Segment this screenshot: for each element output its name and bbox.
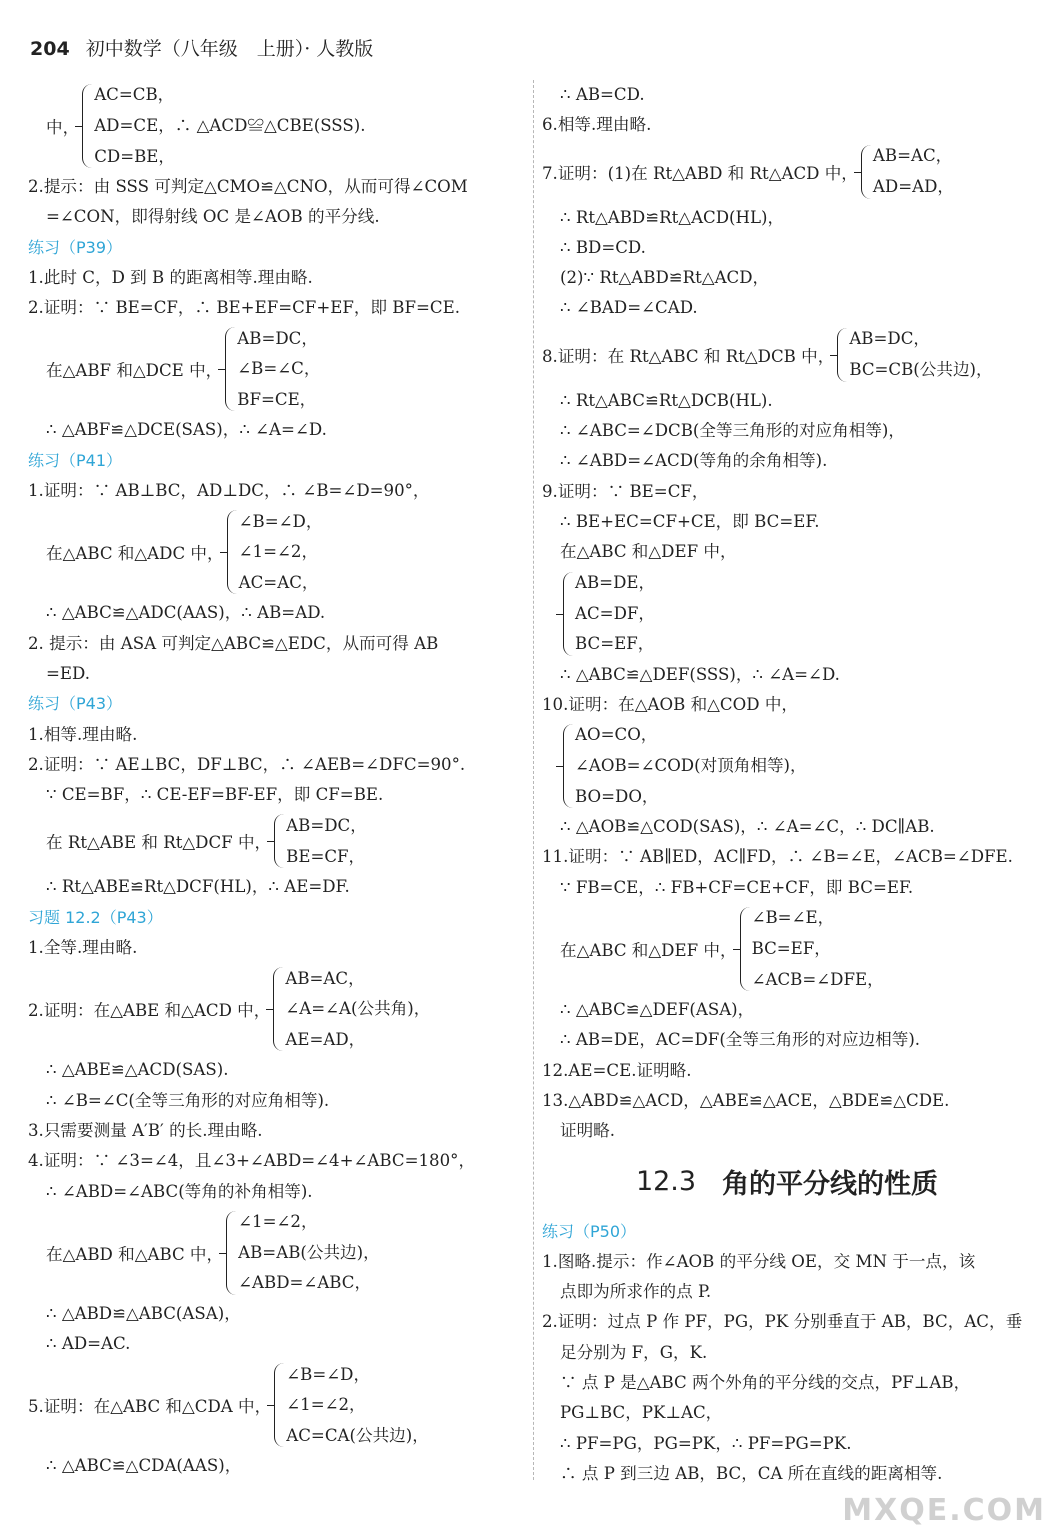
page-header [30,34,373,61]
text-line: ∵ FB=CE，∴ FB+CF=CE+CF，即 BC=EF. [560,877,914,897]
system-conditions [94,80,365,172]
system-conditions [575,568,655,660]
text-line: 9.证明：∵ BE=CF， [542,481,709,501]
condition: ∠1=∠2， [238,1212,318,1232]
condition: BO=DO， [575,786,659,806]
text-line: 1.相等.理由略. [28,724,138,744]
equation-system [542,568,1032,660]
condition: AC=AC， [238,573,319,593]
text-line: ∴ △ABC≌△CDA(AAS)， [46,1456,242,1476]
equation-system [542,141,1032,203]
condition: AB=AB(公共边)， [238,1242,380,1262]
equation-system [28,323,528,415]
text-line: 证明略. [560,1121,616,1141]
text-line: ∴ AB=DE，AC=DF(全等三角形的对应边相等). [560,1030,921,1050]
system-lead-text: 5.证明：在△ABC 和△CDA 中， [28,1397,272,1417]
text-line: PG⊥BC，PK⊥AC， [560,1403,723,1423]
text-line: ∴ △ABE≌△ACD(SAS). [46,1060,229,1080]
left-brace [740,907,750,991]
text-line: 1.此时 C，D 到 B 的距离相等.理由略. [28,267,313,287]
section-title-text: 角的平分线的性质 [722,1169,939,1201]
system-lead-text: 在△ABF 和△DCE 中， [46,361,223,381]
condition: ∠ABD=∠ABC， [238,1273,372,1293]
text-line: (2)∵ Rt△ABD≌Rt△ACD， [560,268,770,288]
text-line: 2.提示：由 SSS 可判定△CMO≌△CNO，从而可得∠COM [28,177,468,196]
system-lead-text: 在△ABC 和△ADC 中， [46,544,224,564]
equation-system [28,80,528,172]
condition: AC=DF， [575,603,655,623]
text-line: 2.证明：∵ BE=CF，∴ BE+EF=CF+EF，即 BF=CE. [28,298,461,318]
text-line: 2.证明：过点 P 作 PF，PG，PK 分别垂直于 AB，BC，AC，垂 [542,1312,1023,1332]
text-line: ∴ ∠BAD=∠CAD. [560,298,698,318]
text-line: 1.图略.提示：作∠AOB 的平分线 OE，交 MN 于一点，该 [542,1251,976,1271]
left-brace [225,327,235,411]
system-lead-text: 7.证明：(1)在 Rt△ABD 和 Rt△ACD 中， [542,163,858,183]
text-line: ∴ BD=CD. [560,237,646,257]
condition: ∠B=∠E， [751,908,835,928]
system-conditions [752,903,884,995]
condition: AC=CA(公共边)， [286,1426,429,1446]
section-heading: 练习（P39） [28,237,123,257]
left-brace [837,328,847,382]
system-conditions [237,323,320,415]
text-line: 2. 提示：由 ASA 可判定△ABC≌△EDC，从而可得 AB [28,633,439,653]
equation-system [28,963,528,1055]
left-column [28,80,528,1482]
condition: ∠A=∠A(公共角)， [285,999,431,1019]
condition: ∠1=∠2， [286,1395,366,1415]
text-line: ∵ CE=BF，∴ CE-EF=BF-EF，即 CF=BE. [46,785,384,805]
text-line: =∠CON，即得射线 OC 是∠AOB 的平分线. [46,207,380,227]
system-lead-text: 在 Rt△ABE 和 Rt△DCF 中， [46,833,272,853]
condition: BC=EF， [575,634,655,654]
system-conditions [286,810,367,872]
section-number: 12.3 [635,1166,697,1198]
condition: AD=CE，∴ △ACD≌△CBE(SSS). [94,115,366,135]
chapter-section-title [542,1147,1032,1217]
text-line: ∴ △ABF≌△DCE(SAS)，∴ ∠A=∠D. [46,420,327,440]
system-lead-text: 中， [46,118,80,137]
condition: AB=DC， [286,815,367,835]
text-line: 6.相等.理由略. [542,115,652,135]
condition: AB=AC， [872,146,953,166]
system-conditions [286,1359,429,1451]
text-line: 1.证明：∵ AB⊥BC，AD⊥DC，∴ ∠B=∠D=90°， [28,481,430,501]
condition: BF=CE， [237,390,317,410]
system-conditions [849,324,992,386]
text-line: 1.全等.理由略. [28,938,138,958]
text-line: 13.△ABD≌△ACD，△ABE≌△ACE，△BDE≌△CDE. [542,1090,950,1110]
equation-system [542,324,1032,386]
text-line: ∴ △ABC≌△DEF(ASA)， [560,1000,755,1020]
condition: ∠B=∠C， [237,359,321,379]
system-lead-text: 在△ABD 和△ABC 中， [46,1244,224,1264]
text-line: ∴ PF=PG，PG=PK，∴ PF=PG=PK. [560,1433,852,1453]
condition: BE=CF， [286,846,366,866]
text-line: 点即为所求作的点 P. [560,1282,712,1302]
equation-system [28,506,528,598]
text-line: ∴ ∠ABC=∠DCB(全等三角形的对应角相等)， [560,421,905,441]
system-conditions [575,720,807,812]
text-line: =ED. [46,663,91,683]
left-brace [563,572,573,656]
condition: AC=CB， [94,85,175,105]
condition: AB=DE， [575,572,656,592]
text-line: 10.证明：在△AOB 和△COD 中， [542,694,799,714]
condition: CD=BE， [94,146,175,166]
system-conditions [285,963,430,1055]
left-brace [227,510,237,594]
condition: ∠B=∠D， [238,511,323,531]
text-line: ∴ AB=CD. [560,85,645,104]
text-line: 12.AE=CE.证明略. [542,1060,692,1080]
text-line: ∴ △AOB≌△COD(SAS)，∴ ∠A=∠C，∴ DC∥AB. [560,817,935,837]
text-line: ∴ △ABC≌△ADC(AAS)，∴ AB=AD. [46,603,326,623]
left-brace [563,724,573,808]
system-conditions [873,141,954,203]
section-heading: 练习（P41） [28,450,123,470]
text-line: 足分别为 F，G，K. [560,1342,708,1362]
condition: AB=AC， [285,968,365,988]
system-conditions [239,506,323,598]
condition: AO=CO， [575,725,658,745]
equation-system [28,1207,528,1299]
system-lead-text: 8.证明：在 Rt△ABC 和 Rt△DCB 中， [542,346,835,366]
section-heading: 练习（P50） [542,1221,637,1241]
section-heading: 习题 12.2（P43） [28,907,163,927]
text-line: 4.证明：∵ ∠3=∠4，且∠3+∠ABD=∠4+∠ABC=180°， [28,1151,476,1171]
condition: AE=AD， [285,1029,366,1049]
column-divider [533,80,534,1480]
condition: ∠B=∠D， [286,1364,371,1384]
equation-system [28,1359,528,1451]
condition: AB=DC， [849,329,930,349]
text-line: ∴ ∠ABD=∠ABC(等角的补角相等). [46,1181,313,1201]
left-brace [82,84,92,168]
condition: AD=AD， [872,177,954,197]
page-number: 204 [30,38,70,60]
text-line: ∴ 点 P 到三边 AB，BC，CA 所在直线的距离相等. [560,1463,943,1483]
right-column [542,80,1032,1489]
section-heading: 练习（P43） [28,694,123,714]
book-title: 初中数学（八年级 上册）· 人教版 [85,38,374,60]
condition: ∠ACB=∠DFE， [751,969,884,989]
condition: ∠AOB=∠COD(对顶角相等)， [575,756,807,776]
text-line: ∴ △ABC≌△DEF(SSS)，∴ ∠A=∠D. [560,664,840,684]
text-line: ∵ 点 P 是△ABC 两个外角的平分线的交点，PF⊥AB， [560,1373,971,1393]
equation-system [542,903,1032,995]
left-brace [226,1211,236,1295]
text-line: ∴ ∠B=∠C(全等三角形的对应角相等). [46,1090,330,1110]
left-brace [274,814,284,868]
equation-system [28,810,528,872]
left-brace [861,145,871,199]
system-conditions [238,1207,380,1299]
text-line: ∴ ∠ABD=∠ACD(等角的余角相等). [560,451,828,471]
left-brace [273,967,283,1051]
system-lead-text: 在△ABC 和△DEF 中， [560,941,737,961]
text-line: ∴ AD=AC. [46,1334,131,1354]
text-line: 11.证明：∵ AB∥ED，AC∥FD，∴ ∠B=∠E，∠ACB=∠DFE. [542,847,1013,867]
system-lead-text: 2.证明：在△ABE 和△ACD 中， [28,1001,271,1021]
text-line: 2.证明：∵ AE⊥BC，DF⊥BC，∴ ∠AEB=∠DFC=90°. [28,754,466,774]
text-line: 在△ABC 和△DEF 中， [560,542,737,562]
condition: BC=EF， [751,939,831,959]
text-line: ∴ △ABD≌△ABC(ASA)， [46,1303,241,1323]
text-line: ∴ BE+EC=CF+CE，即 BC=EF. [560,511,820,531]
condition: BC=CB(公共边)， [849,360,993,380]
condition: AB=DC， [237,328,318,348]
text-line: 3.只需要测量 A′B′ 的长.理由略. [28,1120,263,1140]
watermark-logo: MXQE.COM [842,1493,1046,1528]
text-line: ∴ Rt△ABC≌Rt△DCB(HL). [560,390,773,410]
text-line: ∴ Rt△ABE≌Rt△DCF(HL)，∴ AE=DF. [46,877,350,897]
equation-system [542,720,1032,812]
condition: ∠1=∠2， [238,542,319,562]
left-brace [274,1363,284,1447]
text-line: ∴ Rt△ABD≌Rt△ACD(HL)， [560,207,785,227]
